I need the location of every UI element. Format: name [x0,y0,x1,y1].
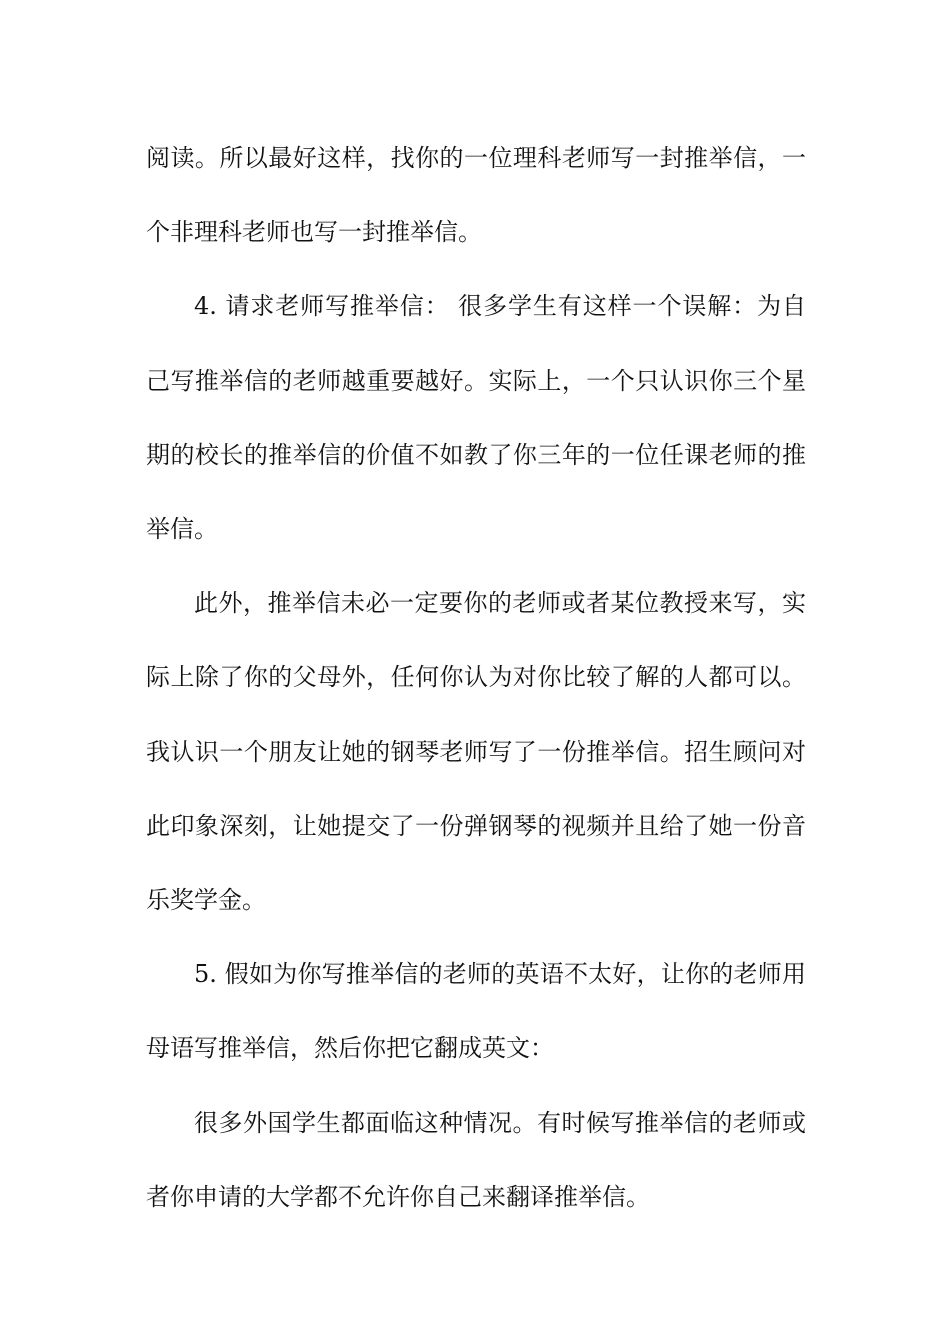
paragraph-item-4: 4. 请求老师写推举信： 很多学生有这样一个误解：为自己写推举信的老师越重要越好。实际上，一个只认识你三个星期的校长的推举信的价值不如教了你三年的一位任课老师的推举信。 [146,292,806,544]
paragraph-translation-note: 很多外国学生都面临这种情况。有时候写推举信的老师或者你申请的大学都不允许你自己来翻译推举信。 [146,1108,806,1211]
paragraph-item-5: 5. 假如为你写推举信的老师的英语不太好，让你的老师用母语写推举信，然后你把它翻成英文： [146,960,806,1063]
paragraph-continuation: 阅读。所以最好这样，找你的一位理科老师写一封推举信，一个非理科老师也写一封推举信。 [146,144,806,247]
document-body [146,121,806,1234]
paragraph-additional-note: 此外，推举信未必一定要你的老师或者某位教授来写，实际上除了你的父母外，任何你认为对你比较了解的人都可以。我认识一个朋友让她的钢琴老师写了一份推举信。招生顾问对此印象深刻，让她提交了一份弹钢琴的视频并且给了她一份音乐奖学金。 [146,589,806,915]
